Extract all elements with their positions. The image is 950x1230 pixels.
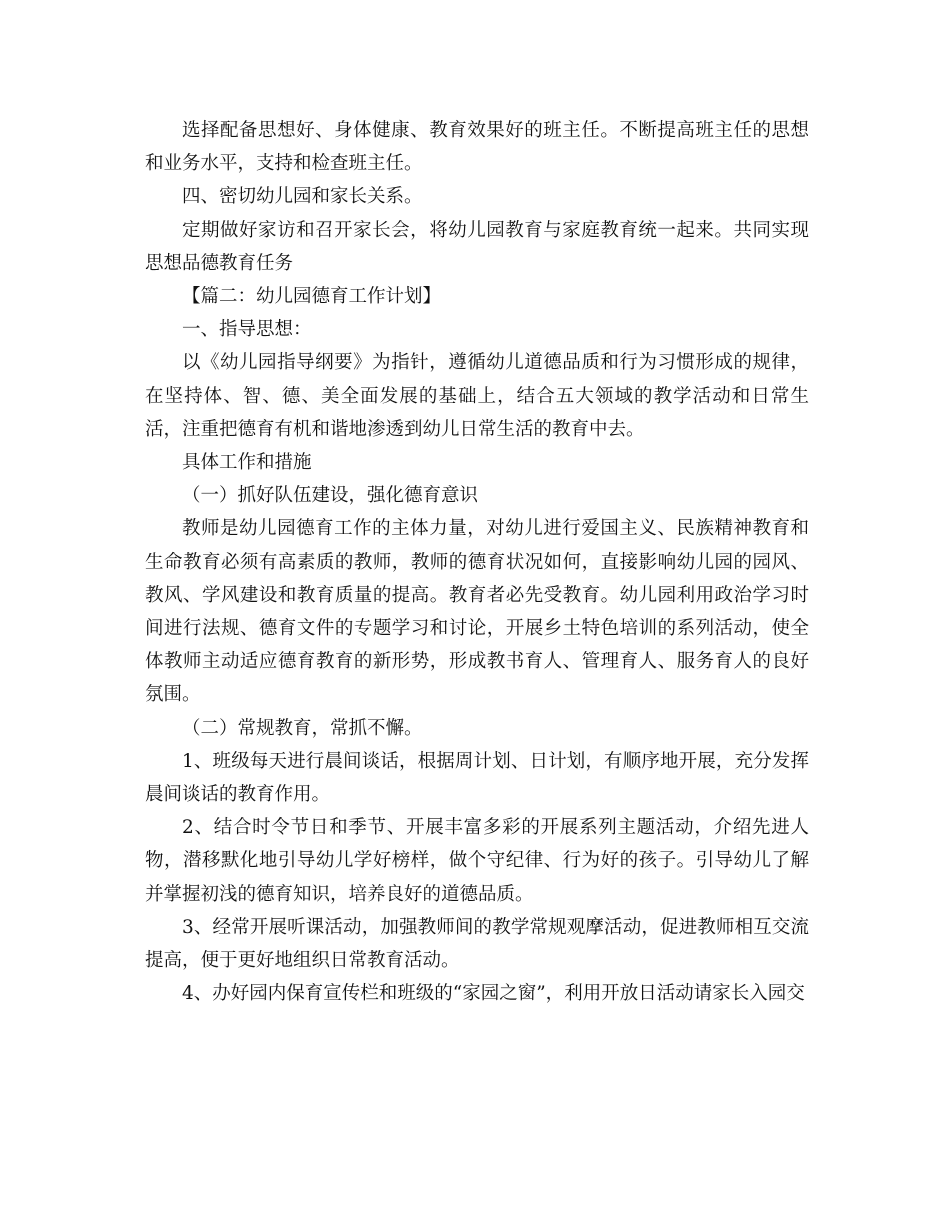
- list-item-3: 3、经常开展听课活动，加强教师间的教学常规观摩活动，促进教师相互交流提高，便于更好地组织日常教育活动。: [145, 916, 809, 972]
- heading-measures: 具体工作和措施: [182, 452, 312, 474]
- list-item-2: 2、结合时令节日和季节、开展丰富多彩的开展系列主题活动，介绍先进人物，潜移默化地引导幼儿学好榜样，做个守纪律、行为好的孩子。引导幼儿了解并掌握初浅的德育知识，培养良好的道德品质。: [145, 817, 809, 905]
- paragraph-head-teacher: 选择配备思想好、身体健康、教育效果好的班主任。不断提高班主任的思想和业务水平，支持和检查班主任。: [145, 120, 809, 175]
- heading-routine-education: （二）常规教育，常抓不懈。: [182, 717, 423, 739]
- list-item-4: 4、办好园内保育宣传栏和班级的“家园之窗”，利用开放日活动请家长入园交: [182, 983, 805, 1005]
- paragraph-team-building: 教师是幼儿园德育工作的主体力量，对幼儿进行爱国主义、民族精神教育和生命教育必须有高素质的教师，教师的德育状况如何，直接影响幼儿园的园风、教风、学风建设和教育质量的提高。教育者必先受教育。幼儿园利用政治学习时间进行法规、德育文件的专题学习和讨论，开展乡土特色培训的系列活动，使全体教师主动适应德育教育的新形势，形成教书育人、管理育人、服务育人的良好氛围。: [145, 518, 809, 706]
- list-item-1: 1、班级每天进行晨间谈话，根据周计划、日计划，有顺序地开展，充分发挥晨间谈话的教育作用。: [145, 750, 809, 806]
- heading-section-four: 四、密切幼儿园和家长关系。: [182, 186, 423, 208]
- heading-part-two: 【篇二：幼儿园德育工作计划】: [182, 286, 442, 308]
- heading-team-building: （一）抓好队伍建设，强化德育意识: [182, 485, 479, 507]
- document-body: [145, 114, 809, 1010]
- paragraph-home-visits: 定期做好家访和召开家长会，将幼儿园教育与家庭教育统一起来。共同实现思想品德教育任务: [145, 219, 809, 274]
- heading-guiding-thought: 一、指导思想：: [182, 319, 312, 341]
- paragraph-guiding-thought: 以《幼儿园指导纲要》为指针，遵循幼儿道德品质和行为习惯形成的规律，在坚持体、智、德、美全面发展的基础上，结合五大领域的教学活动和日常生活，注重把德育有机和谐地渗透到幼儿日常生活的教育中去。: [145, 352, 809, 440]
